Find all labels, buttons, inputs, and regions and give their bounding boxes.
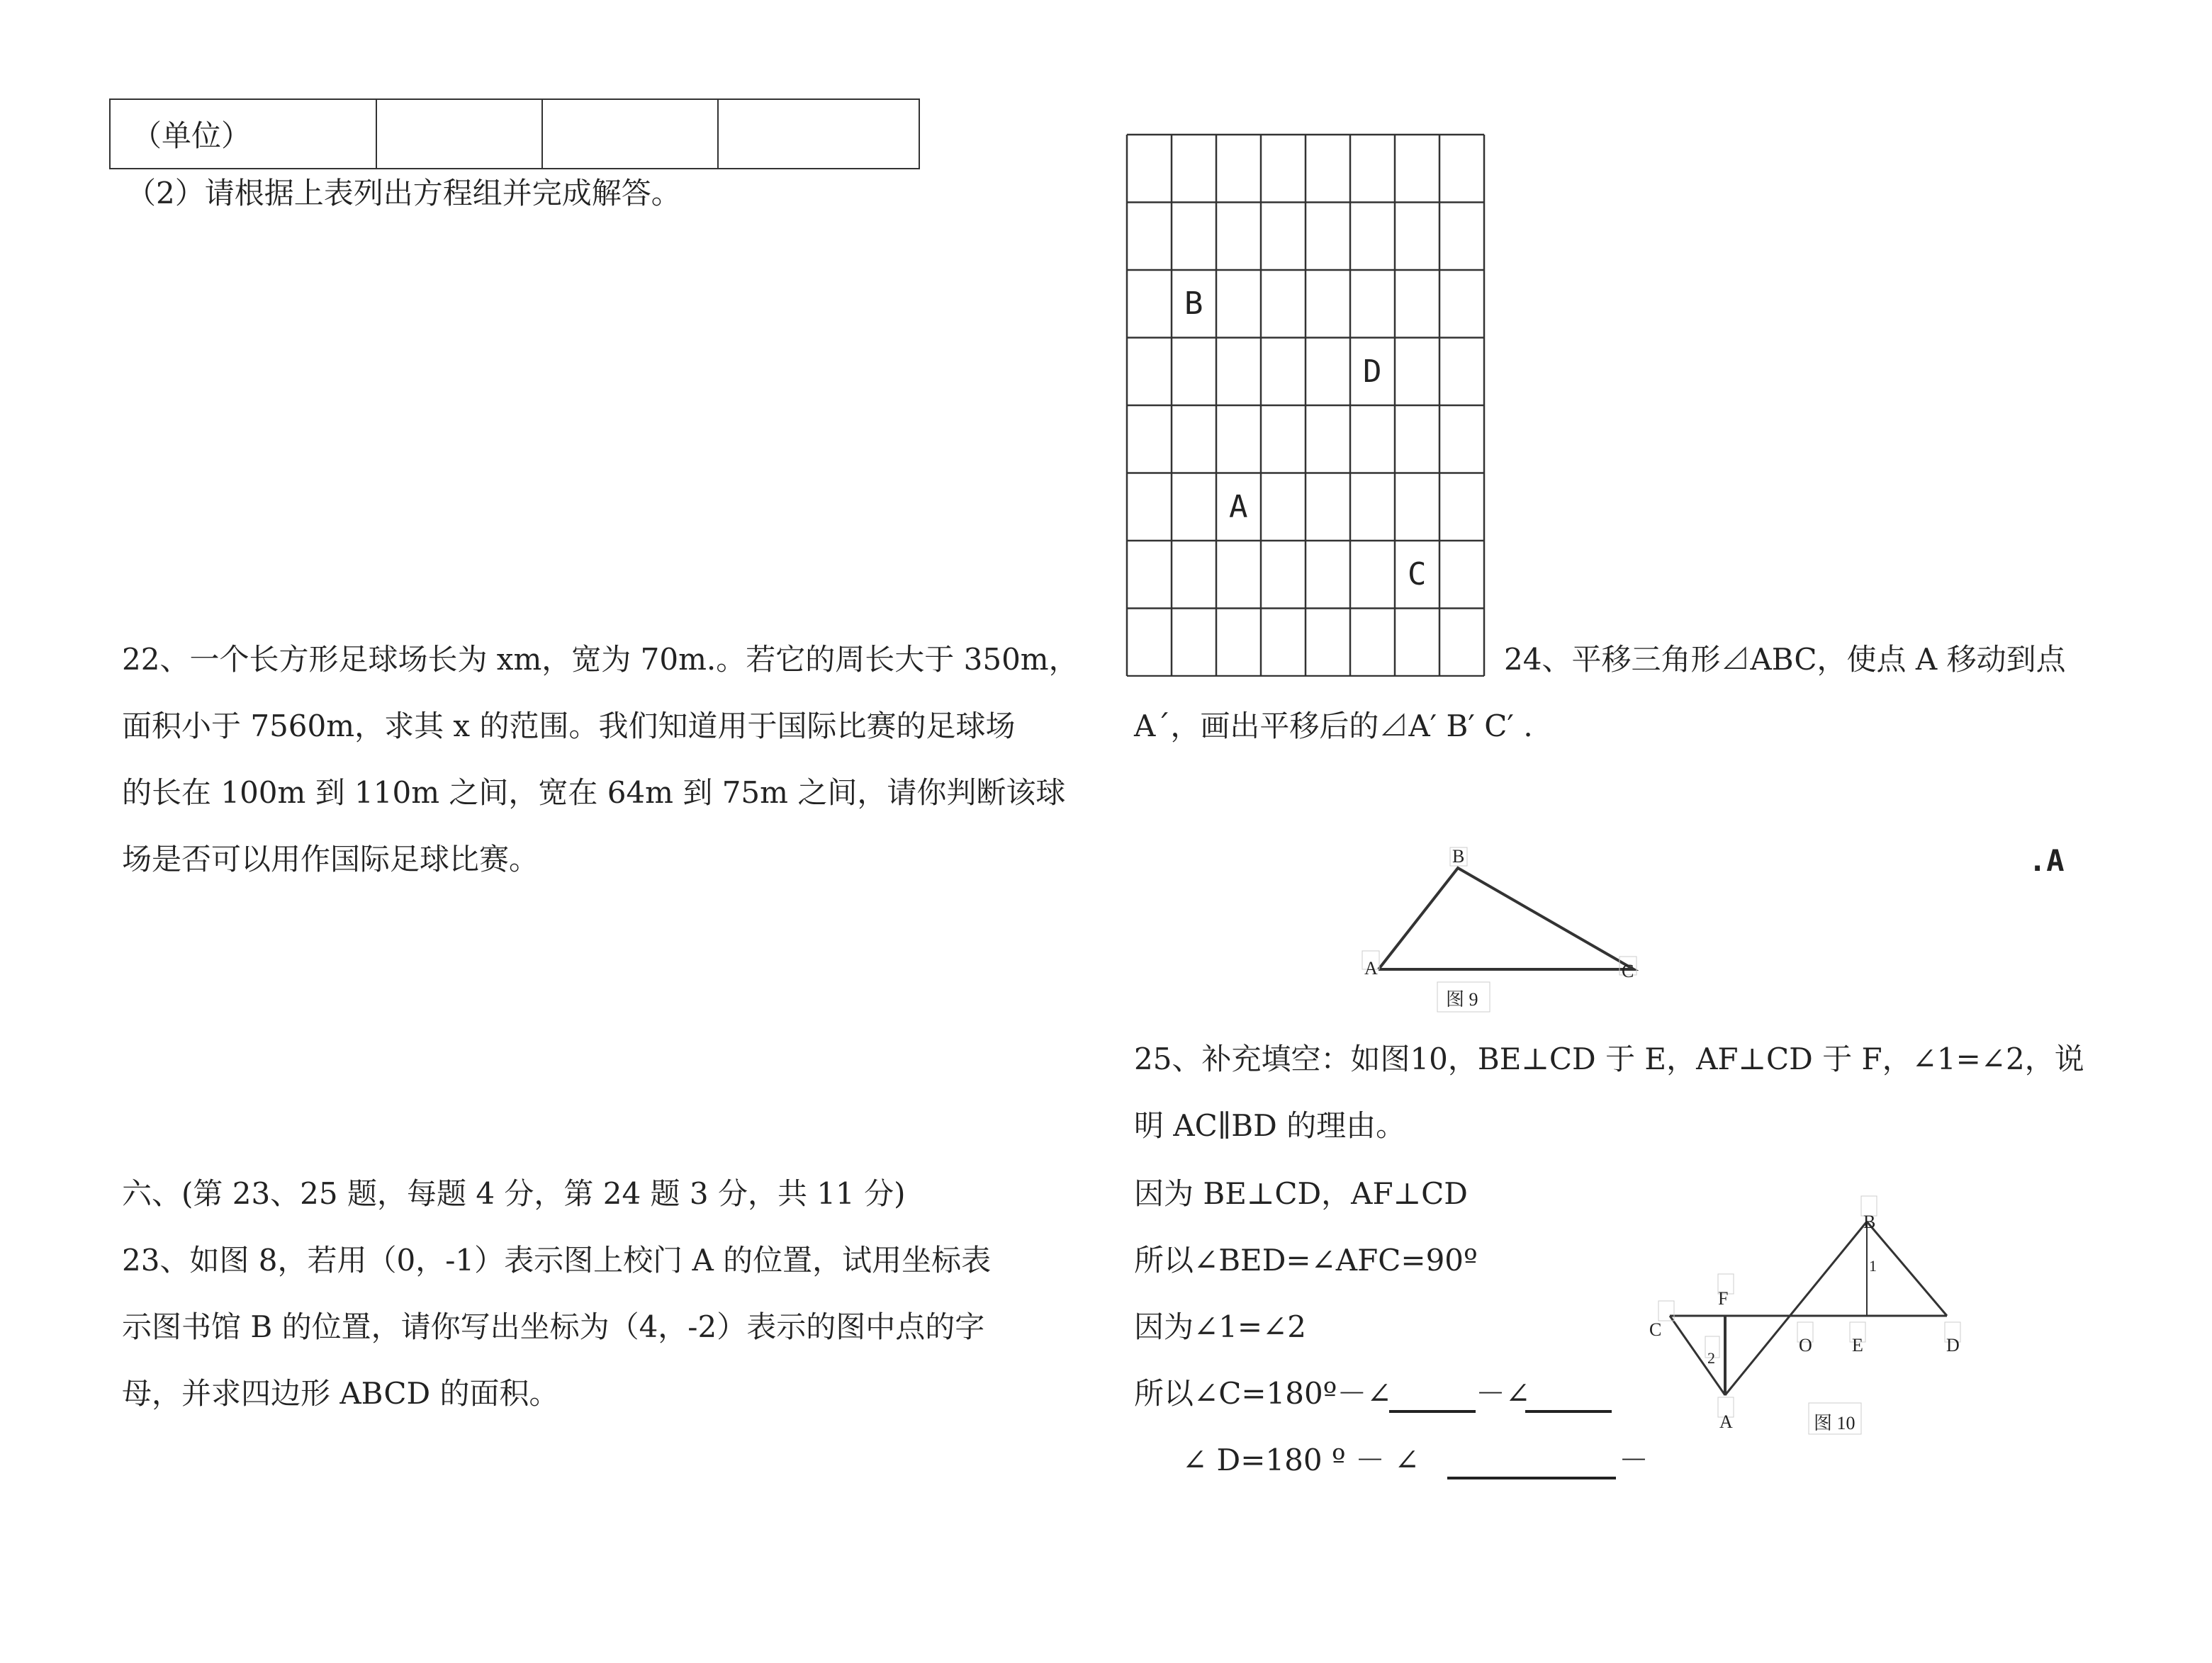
target-point-a-prime: .A <box>2028 843 2065 878</box>
q25-step-3: 因为∠1=∠2 <box>1134 1309 1307 1344</box>
answer-blank-3[interactable] <box>1447 1477 1616 1479</box>
fig10-angle-1: 1 <box>1869 1257 1877 1275</box>
q25-line-1: 25、补充填空：如图10，BE⊥CD 于 E，AF⊥CD 于 F，∠1=∠2，说 <box>1134 1042 2084 1076</box>
q21-part2-text: （2）请根据上表列出方程组并完成解答。 <box>126 176 681 210</box>
q23-line-1: 23、如图 8，若用（0，-1）表示图上校门 A 的位置，试用坐标表 <box>122 1243 992 1278</box>
fig9-label-c: C <box>1622 961 1634 981</box>
q24-line-2: A´，画出平移后的⊿A′ B′ C′ . <box>1134 709 1533 743</box>
fig10-label-b: B <box>1863 1212 1876 1232</box>
grid-figure <box>1125 133 1486 677</box>
fig10-label-c: C <box>1649 1319 1662 1340</box>
grid-point-c: C <box>1408 556 1427 592</box>
figure-9-triangle <box>1347 836 1673 1020</box>
q25-step-5-suffix: － <box>1619 1443 1649 1477</box>
fig9-label-a: A <box>1364 958 1378 979</box>
q23-line-2: 示图书馆 B 的位置，请你写出坐标为（4，-2）表示的图中点的字 <box>122 1309 985 1344</box>
segment-ab <box>1725 1222 1867 1395</box>
grid-point-b: B <box>1184 286 1203 322</box>
fig10-label-e: E <box>1852 1335 1863 1355</box>
q22-line-1: 22、一个长方形足球场长为 xm，宽为 70m.。若它的周长大于 350m， <box>122 642 1079 677</box>
table-cell-unit: （单位） <box>110 99 376 169</box>
table-row <box>110 99 919 169</box>
fig9-label-b: B <box>1452 846 1465 867</box>
answer-blank-1[interactable] <box>1389 1410 1476 1413</box>
segment-bd <box>1867 1222 1947 1316</box>
grid-point-d: D <box>1363 353 1382 390</box>
q25-line-2: 明 AC∥BD 的理由。 <box>1134 1108 1406 1143</box>
units-table <box>109 98 920 169</box>
answer-blank-2[interactable] <box>1525 1410 1612 1413</box>
fig10-label-o: O <box>1799 1335 1812 1355</box>
table-cell <box>542 99 718 169</box>
q22-line-2: 面积小于 7560m，求其 x 的范围。我们知道用于国际比赛的足球场 <box>122 709 1016 743</box>
q22-line-3: 的长在 100m 到 110m 之间，宽在 64m 到 75m 之间，请你判断该球 <box>122 775 1066 810</box>
table-cell <box>376 99 542 169</box>
fig10-label-f: F <box>1718 1288 1729 1309</box>
fig10-label-d: D <box>1946 1335 1960 1355</box>
fig10-angle-2: 2 <box>1707 1349 1715 1367</box>
q24-line-1: 24、平移三角形⊿ABC，使点 A 移动到点 <box>1504 642 2066 677</box>
fig10-label-a: A <box>1719 1411 1733 1432</box>
q25-step-4-mid: －∠ <box>1476 1376 1531 1411</box>
triangle-abc <box>1379 868 1634 969</box>
fig10-caption: 图 10 <box>1814 1413 1856 1433</box>
fig9-caption: 图 9 <box>1446 989 1478 1010</box>
table-cell <box>718 99 919 169</box>
grid-point-a: A <box>1229 488 1248 525</box>
q25-step-1: 因为 BE⊥CD，AF⊥CD <box>1134 1176 1468 1211</box>
section-6-heading: 六、(第 23、25 题，每题 4 分，第 24 题 3 分，共 11 分) <box>122 1176 906 1211</box>
q25-step-4-prefix: 所以∠C=180º－∠ <box>1134 1376 1392 1411</box>
q23-line-3: 母，并求四边形 ABCD 的面积。 <box>122 1376 559 1411</box>
q25-step-5-prefix: ∠ D=180 º － ∠ <box>1182 1443 1420 1477</box>
q22-line-4: 场是否可以用作国际足球比赛。 <box>122 842 539 876</box>
q25-step-2: 所以∠BED=∠AFC=90º <box>1134 1243 1478 1278</box>
segment-ca <box>1670 1316 1725 1395</box>
